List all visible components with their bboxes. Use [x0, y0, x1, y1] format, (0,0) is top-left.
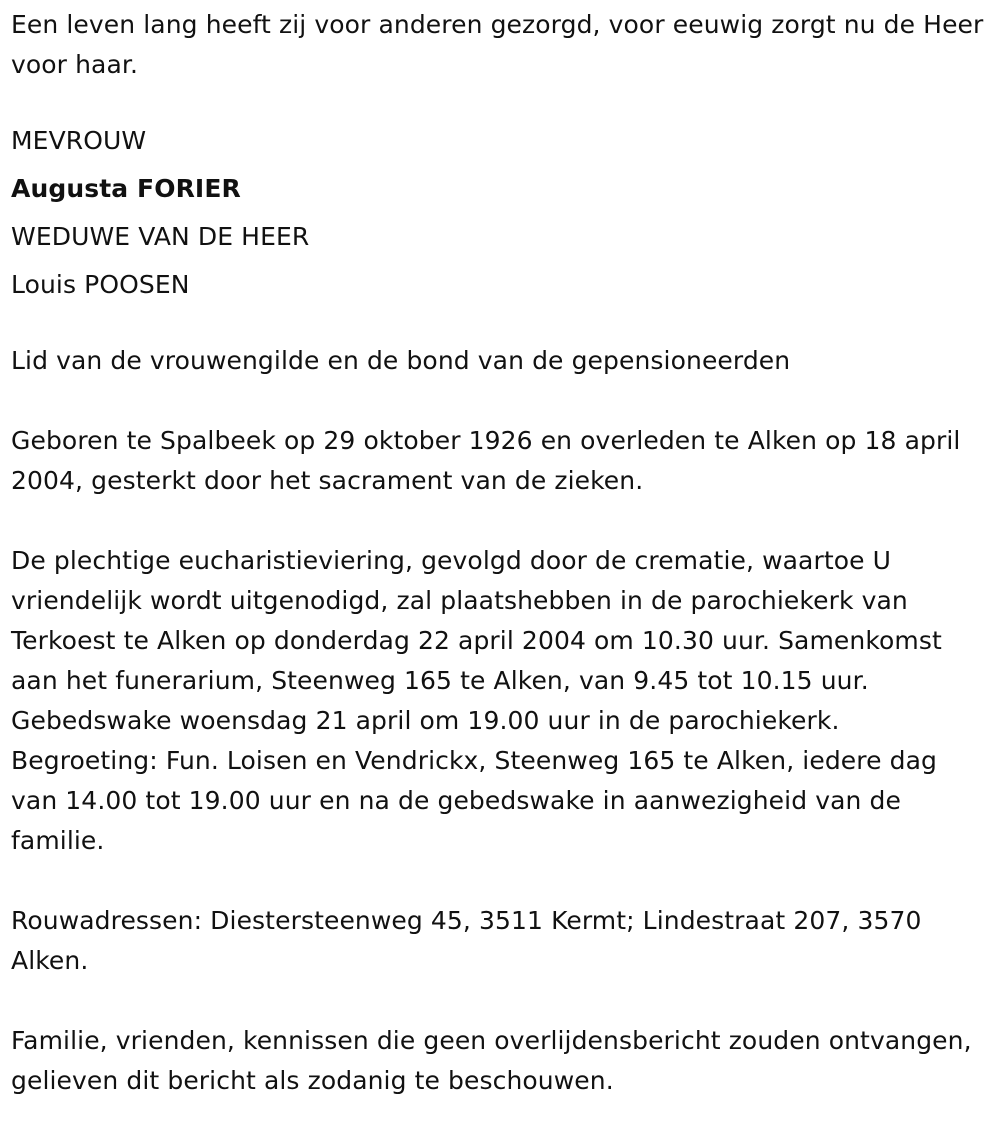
spouse-name: Louis POOSEN — [11, 270, 190, 299]
spacer — [11, 861, 986, 901]
spacer — [11, 309, 986, 341]
addresses-paragraph: Rouwadressen: Diestersteenweg 45, 3511 Kermt; Lindestraat 207, 3570 Alken. — [11, 906, 922, 975]
spacer — [11, 981, 986, 1021]
deceased-name: Augusta FORIER — [11, 174, 241, 203]
spacer — [11, 381, 986, 421]
name-block — [11, 117, 986, 309]
membership-paragraph: Lid van de vrouwengilde en de bond van de gepensioneerden — [11, 346, 791, 375]
birth-death-paragraph: Geboren te Spalbeek op 29 oktober 1926 en overleden te Alken op 18 april 2004, gesterkt door het sacrament van de zieken. — [11, 426, 961, 495]
intro-paragraph: Een leven lang heeft zij voor anderen gezorgd, voor eeuwig zorgt nu de Heer voor haar. — [11, 10, 984, 79]
closing-paragraph: Familie, vrienden, kennissen die geen overlijdensbericht zouden ontvangen, gelieven dit bericht als zodanig te beschouwen. — [11, 1026, 972, 1095]
obituary-document — [11, 5, 986, 1101]
spacer — [11, 501, 986, 541]
relation-label: WEDUWE VAN DE HEER — [11, 222, 310, 251]
title-label: MEVROUW — [11, 126, 147, 155]
ceremony-paragraph: De plechtige eucharistieviering, gevolgd door de crematie, waartoe U vriendelijk wordt uitgenodigd, zal plaatshebben in de parochiekerk van Terkoest te Alken op donderdag 22 april 2004 om 10.30 uur. Samenkomst aan het funerarium, Steenweg 165 te Alken, van 9.45 tot 10.15 uur. Gebedswake woensdag 21 april om 19.00 uur in de parochiekerk. Begroeting: Fun. Loisen en Vendrickx, Steenweg 165 te Alken, iedere dag van 14.00 tot 19.00 uur en na de gebedswake in aanwezigheid van de familie. — [11, 546, 942, 855]
